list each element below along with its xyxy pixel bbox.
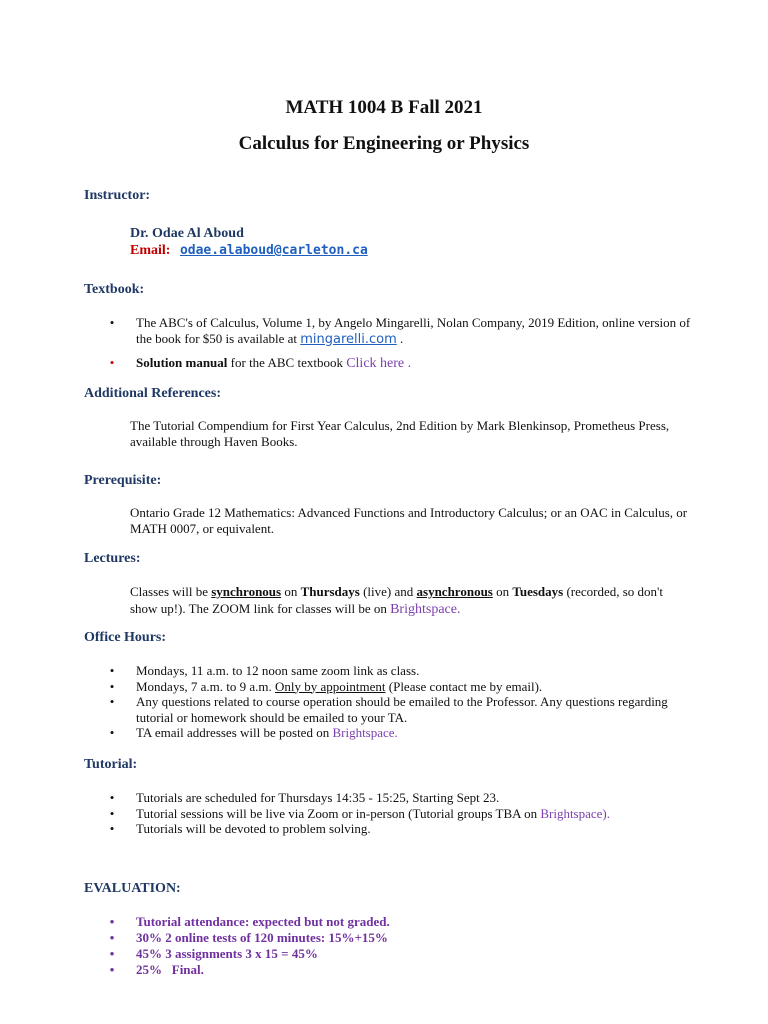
bullet-icon: • [109,790,115,805]
bullet-icon: • [109,663,115,678]
list-item [106,914,706,930]
tutorial-list [106,790,706,837]
bullet-icon: • [109,725,115,740]
brightspace-link[interactable]: Brightspace. [390,602,461,617]
list-item [106,946,706,962]
office-hours-item: TA email addresses will be posted on [136,725,330,740]
office-hours-item: Mondays, 11 a.m. to 12 noon same zoom link as class. [136,663,420,678]
solution-manual-text: for the ABC textbook [230,355,343,370]
list-item [106,725,706,741]
list-item [106,663,706,679]
instructor-email-row [130,243,368,259]
bullet-icon: • [109,914,115,929]
prerequisite-text: Ontario Grade 12 Mathematics: Advanced Functions and Introductory Calculus; or an OAC in Calculus, or MATH 0007, or equivalent. [130,505,688,536]
evaluation-item: 30% 2 online tests of 120 minutes: 15%+15% [136,930,388,945]
lectures-text-part: on [284,584,298,599]
textbook-list [106,315,706,372]
office-hours-item: Mondays, 7 a.m. to 9 a.m. [136,678,272,694]
list-item [106,694,706,725]
list-item [106,806,706,822]
bullet-icon: • [109,805,115,821]
list-item [106,679,706,695]
prerequisite-heading: Prerequisite: [84,473,162,488]
list-item [106,930,706,946]
lectures-text-part: on [496,584,510,599]
mingarelli-link[interactable]: mingarelli.com [300,331,397,347]
tutorial-item: Tutorial sessions will be live via Zoom or in-person (Tutorial groups TBA on [136,805,538,821]
office-hours-heading: Office Hours: [84,630,167,645]
solution-manual-label: Solution manual [136,355,228,370]
bullet-icon: • [109,678,115,694]
email-label: Email: [130,243,171,258]
tutorial-heading: Tutorial: [84,757,138,772]
lectures-text-part: Classes will be [130,584,208,599]
lectures-text-part: (live) and [363,584,414,599]
thursdays-label: Thursdays [300,584,360,599]
evaluation-item: 45% 3 assignments 3 x 15 = 45% [136,946,318,961]
evaluation-list [106,914,706,978]
lectures-heading: Lectures: [84,551,141,566]
evaluation-heading: EVALUATION: [84,881,181,896]
textbook-item-end: . [400,330,404,346]
asynchronous-label: asynchronous [416,584,493,599]
lectures-text [130,583,690,618]
instructor-heading: Instructor: [84,188,151,203]
tutorial-item: Tutorials are scheduled for Thursdays 14:35 - 15:25, Starting Sept 23. [136,790,500,805]
bullet-icon: • [109,946,115,961]
evaluation-item: Tutorial attendance: expected but not graded. [136,914,390,929]
instructor-email-link[interactable]: odae.alaboud@carleton.ca [179,243,368,258]
references-text: The Tutorial Compendium for First Year Calculus, 2nd Edition by Mark Blenkinsop, Prometheus Press, available through Haven Books. [130,418,670,449]
office-hours-item: (Please contact me by email). [388,678,543,694]
appointment-label: Only by appointment [275,678,386,694]
brightspace-link[interactable]: Brightspace. [332,725,398,740]
click-here-link[interactable]: Click here . [346,356,412,371]
synchronous-label: synchronous [211,584,282,599]
tutorial-item: Tutorials will be devoted to problem solving. [136,821,371,836]
textbook-item-text: The ABC's of Calculus, Volume 1, by Angelo Mingarelli, Nolan Company, 2019 Edition, online version of the book for $50 is available at [136,315,691,346]
course-code: MATH 1004 B Fall 2021 [285,97,483,118]
list-item [106,962,706,978]
list-item [106,790,706,806]
list-item [106,821,706,837]
list-item [106,355,706,372]
office-hours-item: Any questions related to course operation should be emailed to the Professor. Any questions regarding tutorial or homework should be emailed to your TA. [136,694,668,725]
bullet-icon: • [109,694,115,709]
bullet-icon: • [109,821,115,836]
lectures-text-part: (recorded, so don't show up!). The ZOOM link for classes will be on [130,584,663,616]
evaluation-item: 25% Final. [136,962,204,977]
bullet-icon: • [109,315,115,330]
tuesdays-label: Tuesdays [512,584,564,599]
instructor-name: Dr. Odae Al Aboud [130,226,244,241]
brightspace-link[interactable]: Brightspace). [540,805,610,821]
list-item [106,315,706,347]
office-hours-list [106,663,706,741]
bullet-icon: • [109,355,115,370]
references-heading: Additional References: [84,386,221,401]
textbook-heading: Textbook: [84,282,145,297]
course-title: Calculus for Engineering or Physics [238,133,530,154]
bullet-icon: • [109,962,115,977]
bullet-icon: • [109,930,115,945]
